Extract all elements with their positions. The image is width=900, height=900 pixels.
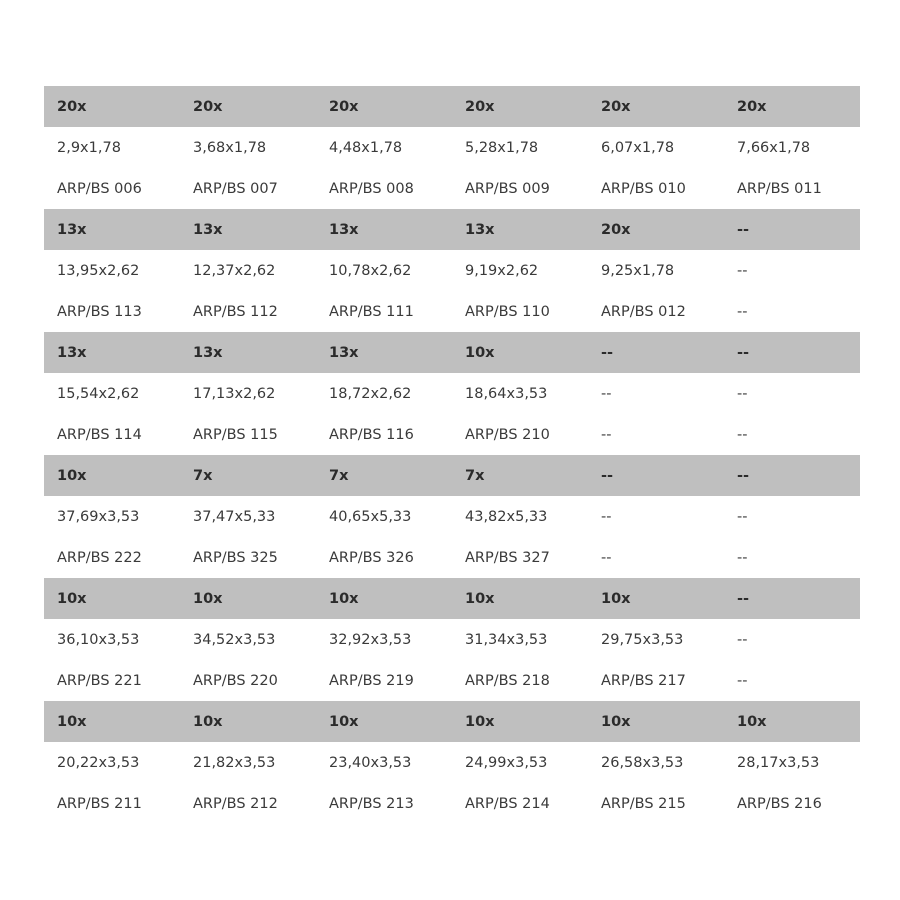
size-cell: 31,34x3,53 [465, 631, 548, 648]
quantity-cell: 20x [193, 98, 223, 115]
code-cell: ARP/BS 110 [465, 303, 550, 320]
code-cell: ARP/BS 219 [329, 672, 414, 689]
size-cell: 32,92x3,53 [329, 631, 412, 648]
quantity-cell: -- [737, 344, 750, 361]
quantity-cell: 10x [57, 467, 87, 484]
code-cell: -- [737, 549, 748, 566]
size-cell: 15,54x2,62 [57, 385, 140, 402]
quantity-cell: 13x [57, 221, 87, 238]
size-cell: -- [601, 508, 612, 525]
table-group-2 [44, 209, 860, 332]
quantity-row [44, 332, 860, 373]
size-cell: 18,64x3,53 [465, 385, 548, 402]
size-cell: 37,47x5,33 [193, 508, 276, 525]
quantity-cell: -- [737, 590, 750, 607]
code-cell: ARP/BS 327 [465, 549, 550, 566]
code-row [44, 168, 860, 209]
quantity-cell: 20x [737, 98, 767, 115]
code-cell: ARP/BS 008 [329, 180, 414, 197]
size-cell: 21,82x3,53 [193, 754, 276, 771]
code-cell: ARP/BS 326 [329, 549, 414, 566]
code-cell: ARP/BS 212 [193, 795, 278, 812]
quantity-cell: 20x [601, 221, 631, 238]
quantity-cell: 10x [465, 713, 495, 730]
quantity-row [44, 86, 860, 127]
table-group-5 [44, 578, 860, 701]
size-cell: 34,52x3,53 [193, 631, 276, 648]
size-cell: 18,72x2,62 [329, 385, 412, 402]
size-row [44, 742, 860, 783]
size-row [44, 250, 860, 291]
size-cell: 24,99x3,53 [465, 754, 548, 771]
code-row [44, 414, 860, 455]
table-group-6 [44, 701, 860, 824]
code-cell: -- [601, 549, 612, 566]
size-cell: 9,19x2,62 [465, 262, 539, 279]
code-cell: ARP/BS 111 [329, 303, 414, 320]
size-cell: 3,68x1,78 [193, 139, 267, 156]
quantity-cell: 20x [329, 98, 359, 115]
quantity-cell: 13x [329, 344, 359, 361]
table-group-1 [44, 86, 860, 209]
quantity-row [44, 455, 860, 496]
quantity-cell: 10x [57, 590, 87, 607]
quantity-cell: 20x [57, 98, 87, 115]
quantity-cell: 7x [465, 467, 485, 484]
quantity-cell: 10x [737, 713, 767, 730]
code-cell: ARP/BS 220 [193, 672, 278, 689]
size-cell: 43,82x5,33 [465, 508, 548, 525]
code-cell: ARP/BS 214 [465, 795, 550, 812]
size-row [44, 373, 860, 414]
size-cell: 10,78x2,62 [329, 262, 412, 279]
code-cell: ARP/BS 010 [601, 180, 686, 197]
size-cell: -- [737, 385, 748, 402]
table-group-4 [44, 455, 860, 578]
quantity-row [44, 578, 860, 619]
size-cell: 13,95x2,62 [57, 262, 140, 279]
size-cell: 4,48x1,78 [329, 139, 403, 156]
quantity-cell: -- [601, 467, 614, 484]
quantity-cell: 10x [57, 713, 87, 730]
quantity-row [44, 701, 860, 742]
size-cell: -- [737, 262, 748, 279]
quantity-cell: 7x [329, 467, 349, 484]
code-cell: ARP/BS 217 [601, 672, 686, 689]
code-cell: ARP/BS 114 [57, 426, 142, 443]
size-cell: 6,07x1,78 [601, 139, 675, 156]
code-cell: ARP/BS 115 [193, 426, 278, 443]
quantity-cell: 10x [601, 590, 631, 607]
quantity-cell: 10x [465, 344, 495, 361]
quantity-cell: 20x [601, 98, 631, 115]
quantity-cell: 13x [329, 221, 359, 238]
quantity-row [44, 209, 860, 250]
code-cell: ARP/BS 113 [57, 303, 142, 320]
quantity-cell: 13x [57, 344, 87, 361]
code-cell: -- [737, 426, 748, 443]
size-row [44, 619, 860, 660]
code-cell: ARP/BS 009 [465, 180, 550, 197]
quantity-cell: 13x [193, 344, 223, 361]
size-cell: 36,10x3,53 [57, 631, 140, 648]
size-cell: 7,66x1,78 [737, 139, 811, 156]
code-cell: ARP/BS 211 [57, 795, 142, 812]
code-cell: ARP/BS 221 [57, 672, 142, 689]
size-cell: -- [601, 385, 612, 402]
quantity-cell: -- [737, 221, 750, 238]
size-cell: 23,40x3,53 [329, 754, 412, 771]
size-row [44, 127, 860, 168]
code-cell: ARP/BS 011 [737, 180, 822, 197]
code-cell: ARP/BS 216 [737, 795, 822, 812]
quantity-cell: 13x [465, 221, 495, 238]
quantity-cell: 10x [465, 590, 495, 607]
size-cell: 40,65x5,33 [329, 508, 412, 525]
size-cell: 12,37x2,62 [193, 262, 276, 279]
quantity-cell: 10x [329, 713, 359, 730]
size-cell: 2,9x1,78 [57, 139, 121, 156]
size-cell: -- [737, 631, 748, 648]
quantity-cell: 13x [193, 221, 223, 238]
size-cell: 26,58x3,53 [601, 754, 684, 771]
size-cell: -- [737, 508, 748, 525]
code-cell: ARP/BS 218 [465, 672, 550, 689]
code-cell: ARP/BS 007 [193, 180, 278, 197]
size-cell: 17,13x2,62 [193, 385, 276, 402]
size-cell: 29,75x3,53 [601, 631, 684, 648]
code-cell: ARP/BS 112 [193, 303, 278, 320]
code-cell: ARP/BS 012 [601, 303, 686, 320]
quantity-cell: 10x [329, 590, 359, 607]
code-cell: ARP/BS 222 [57, 549, 142, 566]
code-cell: -- [737, 672, 748, 689]
code-row [44, 660, 860, 701]
code-row [44, 783, 860, 824]
quantity-cell: 10x [601, 713, 631, 730]
code-cell: ARP/BS 213 [329, 795, 414, 812]
code-cell: ARP/BS 215 [601, 795, 686, 812]
size-row [44, 496, 860, 537]
quantity-cell: 10x [193, 590, 223, 607]
code-cell: -- [601, 426, 612, 443]
quantity-cell: -- [737, 467, 750, 484]
code-cell: -- [737, 303, 748, 320]
code-cell: ARP/BS 006 [57, 180, 142, 197]
code-cell: ARP/BS 210 [465, 426, 550, 443]
size-cell: 37,69x3,53 [57, 508, 140, 525]
code-row [44, 537, 860, 578]
oring-assortment-table [44, 86, 860, 824]
quantity-cell: 20x [465, 98, 495, 115]
code-cell: ARP/BS 325 [193, 549, 278, 566]
code-cell: ARP/BS 116 [329, 426, 414, 443]
table-group-3 [44, 332, 860, 455]
quantity-cell: -- [601, 344, 614, 361]
code-row [44, 291, 860, 332]
size-cell: 28,17x3,53 [737, 754, 820, 771]
quantity-cell: 10x [193, 713, 223, 730]
size-cell: 9,25x1,78 [601, 262, 675, 279]
quantity-cell: 7x [193, 467, 213, 484]
size-cell: 5,28x1,78 [465, 139, 539, 156]
size-cell: 20,22x3,53 [57, 754, 140, 771]
